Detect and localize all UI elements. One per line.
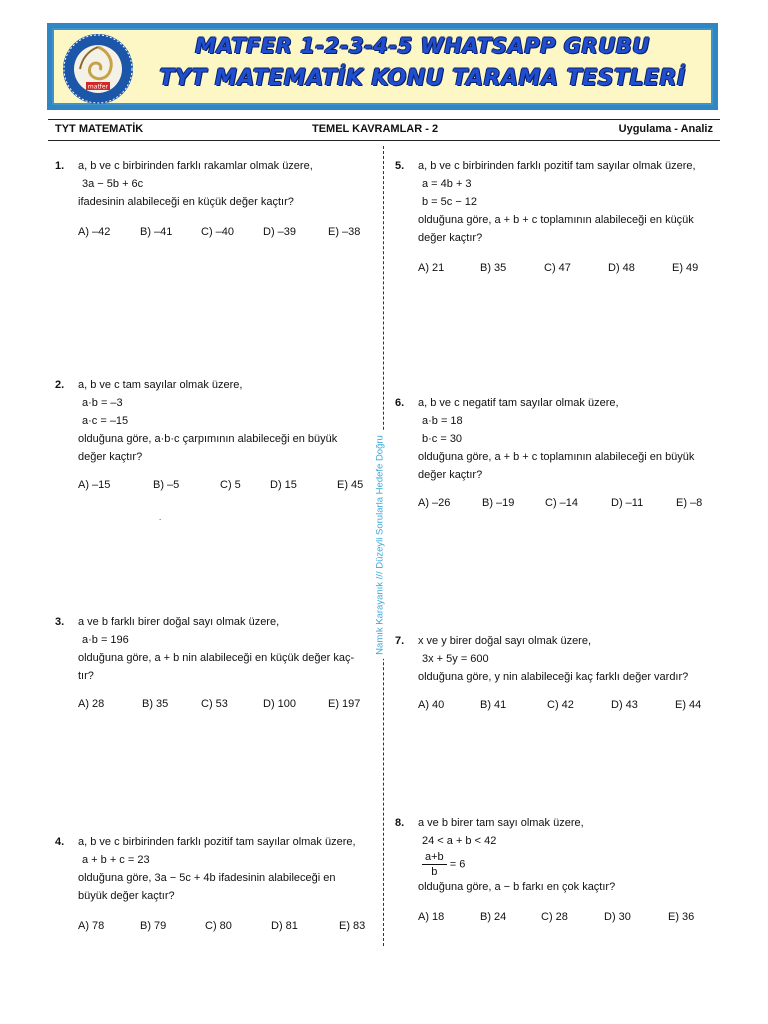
- question-number: 3.: [55, 616, 65, 628]
- answer-choices: [418, 696, 710, 714]
- choice-d[interactable]: D) 15: [270, 479, 297, 491]
- question-text: değer kaçtır?: [418, 232, 483, 244]
- question-8: [395, 814, 710, 926]
- banner-title-line2: TYT MATEMATİK KONU TARAMA TESTLERİ: [159, 66, 686, 91]
- question-expression: a·c = –15: [82, 415, 129, 427]
- choice-a[interactable]: A) 28: [78, 698, 105, 710]
- question-text: olduğuna göre, a·b·c çarpımının alabileceği en büyük: [78, 433, 338, 445]
- question-expression: a·b = 18: [422, 415, 463, 427]
- choice-a[interactable]: A) –26: [418, 497, 451, 509]
- question-5: [395, 157, 710, 277]
- choice-c[interactable]: C) –14: [545, 497, 579, 509]
- question-expression: a = 4b + 3: [422, 178, 472, 190]
- question-text: a ve b birer tam sayı olmak üzere,: [418, 817, 584, 829]
- question-text: a, b ve c birbirinden farklı pozitif tam sayılar olmak üzere,: [78, 836, 356, 848]
- side-credit-text: Namık Karayanık /// Düzeyli Sorularla Hedefe Doğru: [375, 431, 386, 659]
- question-number: 8.: [395, 817, 405, 829]
- question-number: 5.: [395, 160, 405, 172]
- question-expression: b = 5c − 12: [422, 196, 478, 208]
- question-text: değer kaçtır?: [78, 451, 143, 463]
- question-text: a ve b farklı birer doğal sayı olmak üzere,: [78, 616, 280, 628]
- question-expression: b·c = 30: [422, 433, 463, 445]
- choice-d[interactable]: D) 81: [271, 920, 298, 932]
- question-7: [395, 632, 710, 714]
- question-3: [55, 613, 370, 713]
- answer-choices: [78, 476, 370, 494]
- question-expression: a·b = –3: [82, 397, 123, 409]
- choice-e[interactable]: E) 36: [668, 911, 695, 923]
- answer-choices: [418, 259, 710, 277]
- choice-a[interactable]: A) 21: [418, 262, 445, 274]
- answer-choices: [78, 917, 370, 935]
- question-text: ifadesinin alabileceği en küçük değer kaçtır?: [78, 196, 294, 208]
- header-level: Uygulama - Analiz: [618, 123, 713, 135]
- fraction-denominator: b: [431, 866, 438, 878]
- choice-d[interactable]: D) 43: [611, 699, 638, 711]
- stray-dot: .: [159, 513, 162, 522]
- answer-choices: [418, 908, 710, 926]
- fraction: [422, 850, 447, 879]
- question-text: olduğuna göre, 3a − 5c + 4b ifadesinin alabileceği en: [78, 872, 336, 884]
- fraction-rhs: = 6: [449, 858, 466, 871]
- choice-b[interactable]: B) 24: [480, 911, 507, 923]
- question-text: olduğuna göre, a + b + c toplamının alabileceği en büyük: [418, 451, 695, 463]
- question-number: 7.: [395, 635, 405, 647]
- banner-title-line1: MATFER 1-2-3-4-5 WHATSAPP GRUBU: [195, 34, 650, 58]
- choice-e[interactable]: E) 44: [675, 699, 702, 711]
- question-number: 1.: [55, 160, 65, 172]
- question-number: 4.: [55, 836, 65, 848]
- choice-b[interactable]: B) 35: [480, 262, 507, 274]
- choice-e[interactable]: E) 45: [337, 479, 364, 491]
- choice-c[interactable]: C) 28: [541, 911, 568, 923]
- choice-b[interactable]: B) –5: [153, 479, 180, 491]
- choice-d[interactable]: D) 30: [604, 911, 631, 923]
- banner: [47, 23, 718, 110]
- question-4: [55, 833, 370, 935]
- question-text: x ve y birer doğal sayı olmak üzere,: [418, 635, 592, 647]
- choice-e[interactable]: E) –8: [676, 497, 703, 509]
- question-text: olduğuna göre, a + b nin alabileceği en küçük değer kaç-: [78, 652, 355, 664]
- logo-label: matfer: [87, 83, 109, 91]
- choice-e[interactable]: E) 49: [672, 262, 699, 274]
- answer-choices: [78, 223, 370, 241]
- choice-c[interactable]: C) 47: [544, 262, 571, 274]
- question-1: [55, 157, 370, 241]
- choice-a[interactable]: A) 78: [78, 920, 105, 932]
- question-text: olduğuna göre, a − b farkı en çok kaçtır?: [418, 881, 616, 893]
- question-6: [395, 394, 710, 512]
- question-text: a, b ve c birbirinden farklı pozitif tam sayılar olmak üzere,: [418, 160, 696, 172]
- question-expression: 3x + 5y = 600: [422, 653, 489, 665]
- question-text: tır?: [78, 670, 94, 682]
- choice-b[interactable]: B) –41: [140, 226, 173, 238]
- header-topic: TEMEL KAVRAMLAR - 2: [312, 123, 439, 135]
- choice-a[interactable]: A) –15: [78, 479, 111, 491]
- question-text: olduğuna göre, a + b + c toplamının alabileceği en küçük: [418, 214, 694, 226]
- answer-choices: [78, 695, 370, 713]
- choice-c[interactable]: C) 53: [201, 698, 228, 710]
- choice-a[interactable]: A) 18: [418, 911, 445, 923]
- header-subject: TYT MATEMATİK: [55, 123, 144, 135]
- fraction-numerator: a+b: [422, 850, 447, 865]
- choice-a[interactable]: A) –42: [78, 226, 111, 238]
- choice-d[interactable]: D) 100: [263, 698, 297, 710]
- banner-inner: [52, 28, 713, 105]
- question-expression: a·b = 196: [82, 634, 129, 646]
- choice-d[interactable]: D) –11: [611, 497, 644, 509]
- choice-c[interactable]: C) 5: [220, 479, 241, 491]
- matfer-logo: [62, 33, 134, 105]
- choice-c[interactable]: C) 42: [547, 699, 574, 711]
- question-fraction-expression: [418, 850, 710, 878]
- choice-e[interactable]: E) 83: [339, 920, 366, 932]
- choice-b[interactable]: B) 41: [480, 699, 507, 711]
- answer-choices: [418, 494, 710, 512]
- question-text: büyük değer kaçtır?: [78, 890, 175, 902]
- choice-e[interactable]: E) 197: [328, 698, 361, 710]
- choice-d[interactable]: D) 48: [608, 262, 635, 274]
- choice-c[interactable]: C) 80: [205, 920, 232, 932]
- question-text: a, b ve c tam sayılar olmak üzere,: [78, 379, 243, 391]
- question-number: 2.: [55, 379, 65, 391]
- choice-c[interactable]: C) –40: [201, 226, 235, 238]
- question-text: değer kaçtır?: [418, 469, 483, 481]
- choice-e[interactable]: E) –38: [328, 226, 361, 238]
- question-text: a, b ve c negatif tam sayılar olmak üzere,: [418, 397, 619, 409]
- choice-b[interactable]: B) –19: [482, 497, 515, 509]
- question-expression: 3a − 5b + 6c: [82, 178, 144, 190]
- choice-d[interactable]: D) –39: [263, 226, 297, 238]
- question-number: 6.: [395, 397, 405, 409]
- header-rule-bottom: [48, 140, 720, 141]
- header-rule-top: [48, 119, 720, 120]
- choice-b[interactable]: B) 35: [142, 698, 169, 710]
- choice-b[interactable]: B) 79: [140, 920, 167, 932]
- question-text: olduğuna göre, y nin alabileceği kaç farklı değer vardır?: [418, 671, 689, 683]
- question-expression: 24 < a + b < 42: [422, 835, 497, 847]
- question-text: a, b ve c birbirinden farklı rakamlar olmak üzere,: [78, 160, 313, 172]
- question-expression: a + b + c = 23: [82, 854, 150, 866]
- question-2: [55, 376, 370, 494]
- choice-a[interactable]: A) 40: [418, 699, 445, 711]
